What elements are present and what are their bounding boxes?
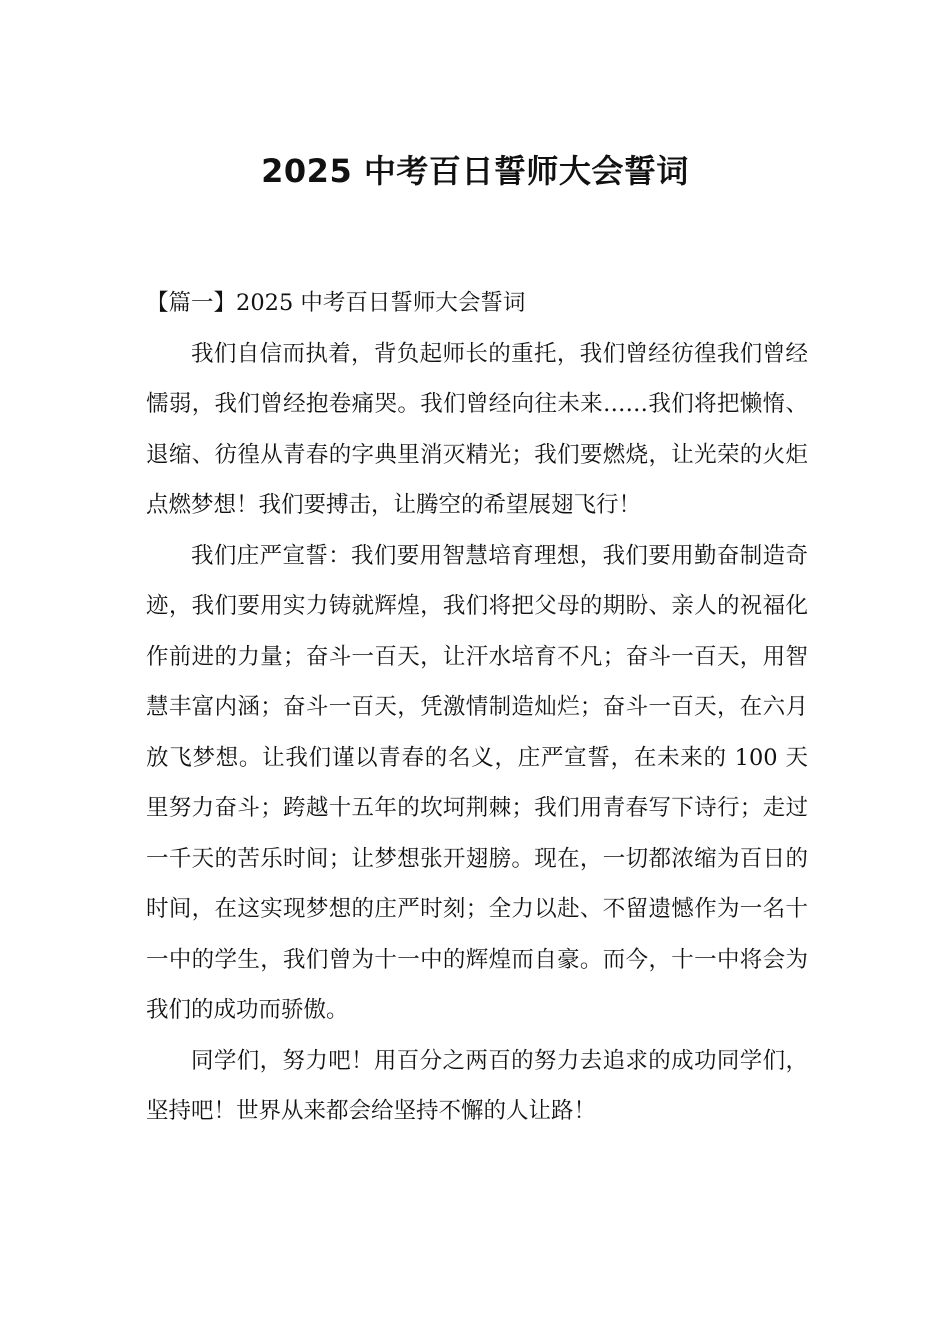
paragraph-3: 同学们，努力吧！用百分之两百的努力去追求的成功同学们，坚持吧！世界从来都会给坚持不懈的人让路！ xyxy=(146,1047,808,1124)
paragraph-1: 我们自信而执着，背负起师长的重托，我们曾经彷徨我们曾经懦弱，我们曾经抱卷痛哭。我们曾经向往未来……我们将把懒惰、退缩、彷徨从青春的字典里消灭精光；我们要燃烧，让光荣的火炬点燃梦想！我们要搏击，让腾空的希望展翅飞行！ xyxy=(146,340,808,518)
paragraph-2: 我们庄严宣誓：我们要用智慧培育理想，我们要用勤奋制造奇迹，我们要用实力铸就辉煌，我们将把父母的期盼、亲人的祝福化作前进的力量；奋斗一百天，让汗水培育不凡；奋斗一百天，用智慧丰富内涵；奋斗一百天，凭激情制造灿烂；奋斗一百天，在六月放飞梦想。让我们谨以青春的名义，庄严宣誓，在未来的 100 天里努力奋斗；跨越十五年的坎坷荆棘；我们用青春写下诗行；走过一千天的苦乐时间；让梦想张开翅膀。现在，一切都浓缩为百日的时间，在这实现梦想的庄严时刻；全力以赴、不留遗憾作为一名十一中的学生，我们曾为十一中的辉煌而自豪。而今，十一中将会为我们的成功而骄傲。 xyxy=(146,542,808,1023)
document-body xyxy=(146,278,808,1137)
document-title: 2025 中考百日誓师大会誓词 xyxy=(261,152,689,191)
section-heading: 【篇一】2025 中考百日誓师大会誓词 xyxy=(146,290,526,316)
